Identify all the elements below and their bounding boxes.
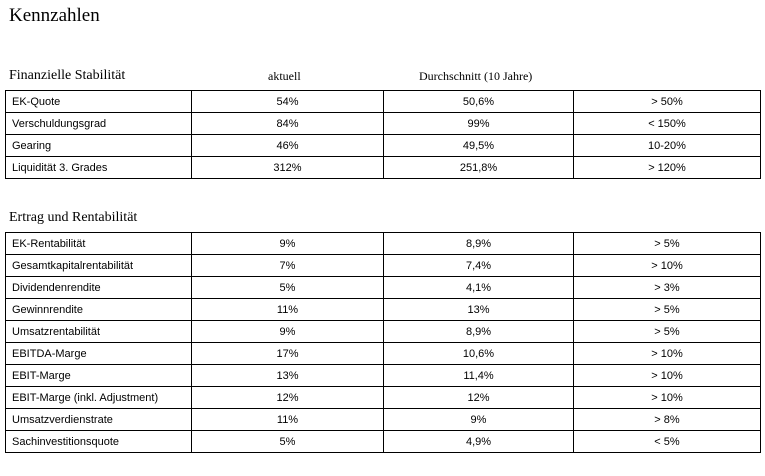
target-value: > 10% <box>574 255 761 277</box>
table-row <box>6 91 761 113</box>
target-value: > 5% <box>574 233 761 255</box>
current-value: 17% <box>192 343 384 365</box>
row-label: Gearing <box>6 135 192 157</box>
table-row <box>6 299 761 321</box>
current-value: 11% <box>192 409 384 431</box>
row-label: Gesamtkapitalrentabilität <box>6 255 192 277</box>
target-value: > 10% <box>574 387 761 409</box>
row-label: Verschuldungsgrad <box>6 113 192 135</box>
table-row <box>6 387 761 409</box>
average-value: 9% <box>384 409 574 431</box>
row-label: Sachinvestitionsquote <box>6 431 192 453</box>
section-heading-financial-stability: Finanzielle Stabilität <box>9 68 126 83</box>
table-row <box>6 233 761 255</box>
current-value: 9% <box>192 233 384 255</box>
current-value: 312% <box>192 157 384 179</box>
current-value: 9% <box>192 321 384 343</box>
average-value: 11,4% <box>384 365 574 387</box>
average-value: 4,9% <box>384 431 574 453</box>
average-value: 49,5% <box>384 135 574 157</box>
table-row <box>6 321 761 343</box>
table-row <box>6 431 761 453</box>
target-value: > 120% <box>574 157 761 179</box>
table-row <box>6 277 761 299</box>
financial-stability-table <box>5 90 761 179</box>
column-header-current: aktuell <box>268 69 301 83</box>
target-value: > 10% <box>574 343 761 365</box>
row-label: Umsatzverdienstrate <box>6 409 192 431</box>
table-row <box>6 113 761 135</box>
average-value: 4,1% <box>384 277 574 299</box>
average-value: 12% <box>384 387 574 409</box>
current-value: 11% <box>192 299 384 321</box>
average-value: 50,6% <box>384 91 574 113</box>
target-value: 10-20% <box>574 135 761 157</box>
table-row <box>6 409 761 431</box>
row-label: Umsatzrentabilität <box>6 321 192 343</box>
row-label: EBIT-Marge <box>6 365 192 387</box>
target-value: > 50% <box>574 91 761 113</box>
average-value: 10,6% <box>384 343 574 365</box>
row-label: EBITDA-Marge <box>6 343 192 365</box>
table-row <box>6 343 761 365</box>
current-value: 84% <box>192 113 384 135</box>
current-value: 13% <box>192 365 384 387</box>
current-value: 12% <box>192 387 384 409</box>
current-value: 5% <box>192 277 384 299</box>
average-value: 7,4% <box>384 255 574 277</box>
table-row <box>6 365 761 387</box>
row-label: EK-Quote <box>6 91 192 113</box>
row-label: Dividendenrendite <box>6 277 192 299</box>
row-label: Liquidität 3. Grades <box>6 157 192 179</box>
column-header-average: Durchschnitt (10 Jahre) <box>419 69 533 83</box>
row-label: Gewinnrendite <box>6 299 192 321</box>
target-value: < 150% <box>574 113 761 135</box>
current-value: 46% <box>192 135 384 157</box>
row-label: EK-Rentabilität <box>6 233 192 255</box>
target-value: > 3% <box>574 277 761 299</box>
average-value: 13% <box>384 299 574 321</box>
average-value: 251,8% <box>384 157 574 179</box>
table-row <box>6 255 761 277</box>
average-value: 99% <box>384 113 574 135</box>
page-title: Kennzahlen <box>9 5 100 26</box>
target-value: > 5% <box>574 299 761 321</box>
table-row <box>6 157 761 179</box>
target-value: > 10% <box>574 365 761 387</box>
table-row <box>6 135 761 157</box>
target-value: > 8% <box>574 409 761 431</box>
target-value: > 5% <box>574 321 761 343</box>
earnings-profitability-table <box>5 232 761 453</box>
current-value: 7% <box>192 255 384 277</box>
target-value: < 5% <box>574 431 761 453</box>
row-label: EBIT-Marge (inkl. Adjustment) <box>6 387 192 409</box>
current-value: 5% <box>192 431 384 453</box>
current-value: 54% <box>192 91 384 113</box>
average-value: 8,9% <box>384 321 574 343</box>
section-heading-earnings-profitability: Ertrag und Rentabilität <box>9 210 138 225</box>
average-value: 8,9% <box>384 233 574 255</box>
